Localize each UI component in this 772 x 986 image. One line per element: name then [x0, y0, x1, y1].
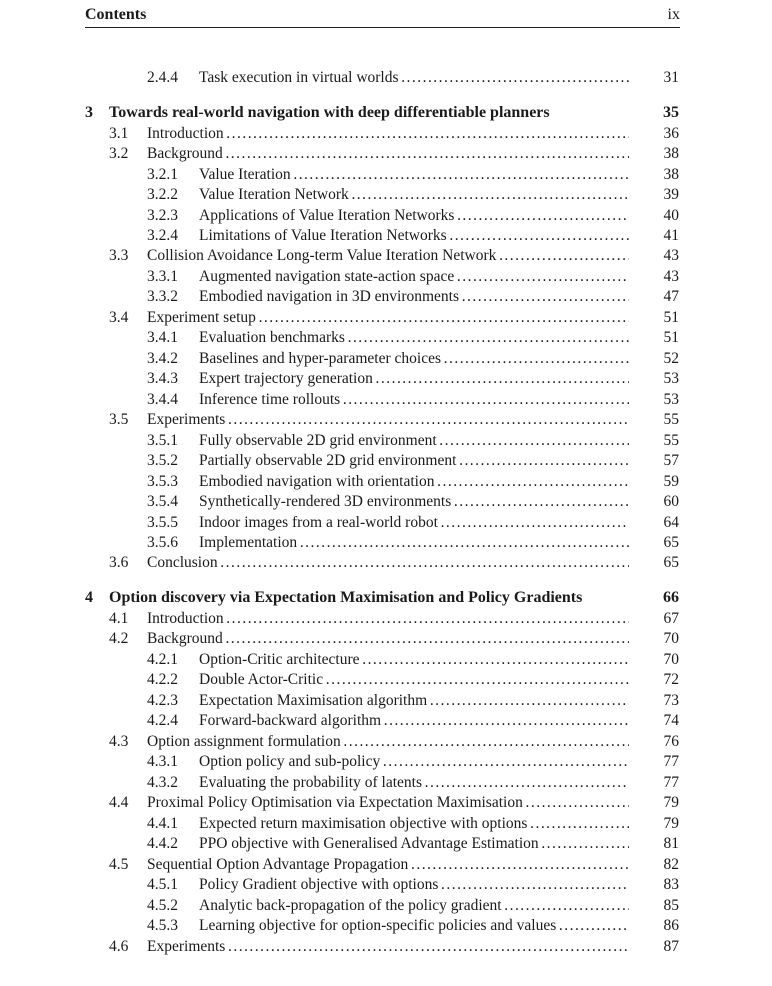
toc-entry-subsection[interactable]: [0, 875, 772, 895]
toc-entry-page[interactable]: 57: [663, 452, 679, 469]
toc-entry-section[interactable]: [0, 308, 772, 328]
toc-entry-title[interactable]: Value Iteration . . .: [199, 165, 629, 185]
toc-entry-number: 3.1: [109, 125, 129, 142]
toc-entry-page[interactable]: 83: [663, 876, 679, 893]
toc-entry-subsection[interactable]: [0, 533, 772, 553]
toc-entry-section[interactable]: [0, 609, 772, 629]
toc-entry-title[interactable]: Augmented navigation state-action space . . .: [199, 267, 629, 287]
toc-entry-number: 3.2.4: [147, 227, 178, 244]
toc-entry-page[interactable]: 36: [663, 125, 679, 142]
toc-entry-subsection[interactable]: [0, 68, 772, 88]
toc-entry-page[interactable]: 55: [663, 432, 679, 449]
toc-entry-title[interactable]: Experiments . . .: [147, 410, 629, 430]
toc-entry-subsection[interactable]: [0, 752, 772, 772]
toc-entry-page[interactable]: 43: [663, 268, 679, 285]
toc-entry-number: 3.2.3: [147, 207, 178, 224]
toc-entry-title[interactable]: Background . . .: [147, 144, 629, 164]
toc-entry-page[interactable]: 87: [663, 938, 679, 955]
toc-entry-number: 3.3: [109, 247, 129, 264]
toc-entry-title[interactable]: Forward-backward algorithm . . .: [199, 711, 629, 731]
toc-entry-number: 4.2.4: [147, 712, 178, 729]
toc-entry-title[interactable]: Proximal Policy Optimisation via Expectation Maximisation . . .: [147, 793, 629, 813]
toc-entry-section[interactable]: [0, 629, 772, 649]
toc-entry-title[interactable]: Conclusion . . .: [147, 553, 629, 573]
toc-entry-page[interactable]: 70: [663, 651, 679, 668]
toc-entry-subsection[interactable]: [0, 165, 772, 185]
toc-entry-title[interactable]: Indoor images from a real-world robot . . .: [199, 513, 629, 533]
toc-entry-page[interactable]: 38: [663, 166, 679, 183]
toc-entry-title[interactable]: Introduction . . .: [147, 609, 629, 629]
toc-entry-section[interactable]: [0, 937, 772, 957]
toc-entry-page[interactable]: 53: [663, 370, 679, 387]
toc-entry-subsection[interactable]: [0, 390, 772, 410]
toc-entry-number: 4.5: [109, 856, 129, 873]
toc-entry-title[interactable]: Sequential Option Advantage Propagation . . .: [147, 855, 629, 875]
toc-entry-number: 4.2: [109, 630, 129, 647]
toc-entry-title[interactable]: Baselines and hyper-parameter choices . . .: [199, 349, 629, 369]
toc-entry-number: 4.2.1: [147, 651, 178, 668]
toc-entry-title[interactable]: Limitations of Value Iteration Networks . . .: [199, 226, 629, 246]
toc-entry-subsection[interactable]: [0, 896, 772, 916]
toc-entry-title[interactable]: Double Actor-Critic . . .: [199, 670, 629, 690]
toc-entry-number: 3.2.1: [147, 166, 178, 183]
toc-entry-title[interactable]: Policy Gradient objective with options . . .: [199, 875, 629, 895]
toc-entry-title[interactable]: Learning objective for option-specific policies and values . . .: [199, 916, 629, 936]
toc-entry-section[interactable]: [0, 553, 772, 573]
toc-entry-page[interactable]: 47: [663, 288, 679, 305]
toc-entry-page[interactable]: 86: [663, 917, 679, 934]
running-header: [85, 5, 680, 28]
toc-entry-subsection[interactable]: [0, 691, 772, 711]
toc-entry-subsection[interactable]: [0, 834, 772, 854]
toc-entry-number: 3.6: [109, 554, 129, 571]
toc-entry-title[interactable]: Value Iteration Network . . .: [199, 185, 629, 205]
toc-entry-subsection[interactable]: [0, 513, 772, 533]
toc-entry-subsection[interactable]: [0, 472, 772, 492]
toc-entry-number: 3: [85, 104, 93, 121]
toc-entry-title[interactable]: Synthetically-rendered 3D environments . . .: [199, 492, 629, 512]
toc-entry-page[interactable]: 79: [663, 794, 679, 811]
toc-entry-page[interactable]: 70: [663, 630, 679, 647]
toc-entry-title[interactable]: Evaluating the probability of latents . . .: [199, 773, 629, 793]
toc-entry-title[interactable]: Analytic back-propagation of the policy gradient . . .: [199, 896, 629, 916]
toc-entry-number: 3.3.1: [147, 268, 178, 285]
toc-entry-chapter[interactable]: [0, 588, 772, 608]
toc-entry-page[interactable]: 65: [663, 554, 679, 571]
toc-entry-page[interactable]: 76: [663, 733, 679, 750]
toc-entry-title[interactable]: Background . . .: [147, 629, 629, 649]
toc-entry-number: 4.4.1: [147, 815, 178, 832]
toc-entry-section[interactable]: [0, 124, 772, 144]
toc-entry-page[interactable]: 39: [663, 186, 679, 203]
toc-entry-number: 3.5: [109, 411, 129, 428]
page-number: ix: [667, 6, 680, 23]
toc-entry-page[interactable]: 85: [663, 897, 679, 914]
toc-entry-number: 3.4: [109, 309, 129, 326]
toc-entry-number: 3.4.1: [147, 329, 178, 346]
toc-entry-page[interactable]: 65: [663, 534, 679, 551]
toc-entry-subsection[interactable]: [0, 773, 772, 793]
toc-entry-number: 4.5.3: [147, 917, 178, 934]
toc-entry-page[interactable]: 55: [663, 411, 679, 428]
toc-entry-page[interactable]: 51: [663, 309, 679, 326]
toc-entry-number: 4.1: [109, 610, 129, 627]
toc-entry-title[interactable]: Implementation . . .: [199, 533, 629, 553]
toc-entry-number: 4.4: [109, 794, 129, 811]
toc-entry-number: 3.5.2: [147, 452, 178, 469]
toc-entry-page[interactable]: 31: [663, 69, 679, 86]
toc-entry-title[interactable]: Fully observable 2D grid environment . . .: [199, 431, 629, 451]
toc-entry-subsection[interactable]: [0, 670, 772, 690]
toc-entry-number: 4: [85, 589, 93, 606]
toc-entry-subsection[interactable]: [0, 451, 772, 471]
toc-entry-subsection[interactable]: [0, 814, 772, 834]
toc-entry-title[interactable]: Option assignment formulation . . .: [147, 732, 629, 752]
toc-entry-page[interactable]: 52: [663, 350, 679, 367]
toc-entry-subsection[interactable]: [0, 206, 772, 226]
toc-entry-title[interactable]: Embodied navigation in 3D environments . . .: [199, 287, 629, 307]
toc-entry-page[interactable]: 43: [663, 247, 679, 264]
toc-entry-page[interactable]: 73: [663, 692, 679, 709]
running-header-title: Contents: [85, 6, 147, 23]
toc-entry-page[interactable]: 82: [663, 856, 679, 873]
toc-entry-title[interactable]: Experiments . . .: [147, 937, 629, 957]
toc-entry-page[interactable]: 77: [663, 774, 679, 791]
toc-entry-subsection[interactable]: [0, 267, 772, 287]
toc-entry-page[interactable]: 40: [663, 207, 679, 224]
toc-entry-title[interactable]: PPO objective with Generalised Advantage Estimation . . .: [199, 834, 629, 854]
toc-entry-page[interactable]: 79: [663, 815, 679, 832]
toc-entry-page[interactable]: 72: [663, 671, 679, 688]
toc-entry-page[interactable]: 67: [663, 610, 679, 627]
toc-entry-page[interactable]: 59: [663, 473, 679, 490]
toc-entry-section[interactable]: [0, 410, 772, 430]
toc-entry-title[interactable]: Expert trajectory generation . . .: [199, 369, 629, 389]
toc-entry-number: 3.4.4: [147, 391, 178, 408]
toc-entry-number: 2.4.4: [147, 69, 178, 86]
toc-entry-section[interactable]: [0, 793, 772, 813]
toc-entry-page[interactable]: 51: [663, 329, 679, 346]
toc-entry-section[interactable]: [0, 732, 772, 752]
toc-entry-title[interactable]: Inference time rollouts . . .: [199, 390, 629, 410]
toc-entry-number: 4.6: [109, 938, 129, 955]
toc-entry-number: 3.5.1: [147, 432, 178, 449]
toc-entry-title[interactable]: Expected return maximisation objective with options . . .: [199, 814, 629, 834]
toc-entry-number: 4.2.3: [147, 692, 178, 709]
toc-entry-number: 3.2.2: [147, 186, 178, 203]
toc-entry-page[interactable]: 41: [663, 227, 679, 244]
toc-entry-subsection[interactable]: [0, 711, 772, 731]
toc-entry-section[interactable]: [0, 144, 772, 164]
toc-entry-number: 4.3: [109, 733, 129, 750]
toc-entry-number: 4.3.2: [147, 774, 178, 791]
toc-entry-page[interactable]: 53: [663, 391, 679, 408]
toc-entry-page[interactable]: 38: [663, 145, 679, 162]
toc-entry-number: 3.3.2: [147, 288, 178, 305]
toc-entry-page[interactable]: 77: [663, 753, 679, 770]
toc-entry-page[interactable]: 64: [663, 514, 679, 531]
toc-entry-subsection[interactable]: [0, 349, 772, 369]
toc-entry-number: 3.5.3: [147, 473, 178, 490]
toc-entry-number: 3.4.3: [147, 370, 178, 387]
toc-entry-number: 3.5.4: [147, 493, 178, 510]
toc-entry-title[interactable]: Task execution in virtual worlds . . .: [199, 68, 629, 88]
toc-entry-number: 4.5.1: [147, 876, 178, 893]
toc-entry-number: 3.5.5: [147, 514, 178, 531]
toc-entry-title[interactable]: Applications of Value Iteration Networks . . .: [199, 206, 629, 226]
toc-entry-title[interactable]: Towards real-world navigation with deep differentiable planners: [109, 104, 550, 121]
toc-entry-subsection[interactable]: [0, 369, 772, 389]
toc-entry-number: 4.5.2: [147, 897, 178, 914]
toc-entry-title[interactable]: Collision Avoidance Long-term Value Iteration Network . . .: [147, 246, 629, 266]
toc-entry-subsection[interactable]: [0, 492, 772, 512]
toc-entry-section[interactable]: [0, 855, 772, 875]
toc-entry-title[interactable]: Embodied navigation with orientation . . .: [199, 472, 629, 492]
toc-entry-number: 3.4.2: [147, 350, 178, 367]
toc-entry-page[interactable]: 74: [663, 712, 679, 729]
toc-entry-subsection[interactable]: [0, 185, 772, 205]
toc-entry-subsection[interactable]: [0, 431, 772, 451]
toc-entry-title[interactable]: Option-Critic architecture . . .: [199, 650, 629, 670]
toc-entry-title[interactable]: Option policy and sub-policy . . .: [199, 752, 629, 772]
toc-entry-number: 3.2: [109, 145, 129, 162]
toc-entry-title[interactable]: Expectation Maximisation algorithm . . .: [199, 691, 629, 711]
toc-entry-subsection[interactable]: [0, 328, 772, 348]
toc-entry-title[interactable]: Partially observable 2D grid environment . . .: [199, 451, 629, 471]
toc-entry-section[interactable]: [0, 246, 772, 266]
toc-entry-subsection[interactable]: [0, 287, 772, 307]
toc-entry-number: 3.5.6: [147, 534, 178, 551]
toc-entry-page[interactable]: 66: [663, 589, 679, 606]
toc-entry-title[interactable]: Experiment setup . . .: [147, 308, 629, 328]
toc-entry-title[interactable]: Evaluation benchmarks . . .: [199, 328, 629, 348]
toc-entry-number: 4.2.2: [147, 671, 178, 688]
toc-entry-subsection[interactable]: [0, 916, 772, 936]
toc-entry-page[interactable]: 35: [663, 104, 679, 121]
toc-entry-title[interactable]: Option discovery via Expectation Maximisation and Policy Gradients: [109, 589, 583, 606]
toc-entry-subsection[interactable]: [0, 226, 772, 246]
toc-entry-number: 4.3.1: [147, 753, 178, 770]
toc-entry-number: 4.4.2: [147, 835, 178, 852]
toc-entry-chapter[interactable]: [0, 103, 772, 123]
toc-entry-subsection[interactable]: [0, 650, 772, 670]
toc-entry-page[interactable]: 60: [663, 493, 679, 510]
toc-entry-title[interactable]: Introduction . . .: [147, 124, 629, 144]
toc-entry-page[interactable]: 81: [663, 835, 679, 852]
